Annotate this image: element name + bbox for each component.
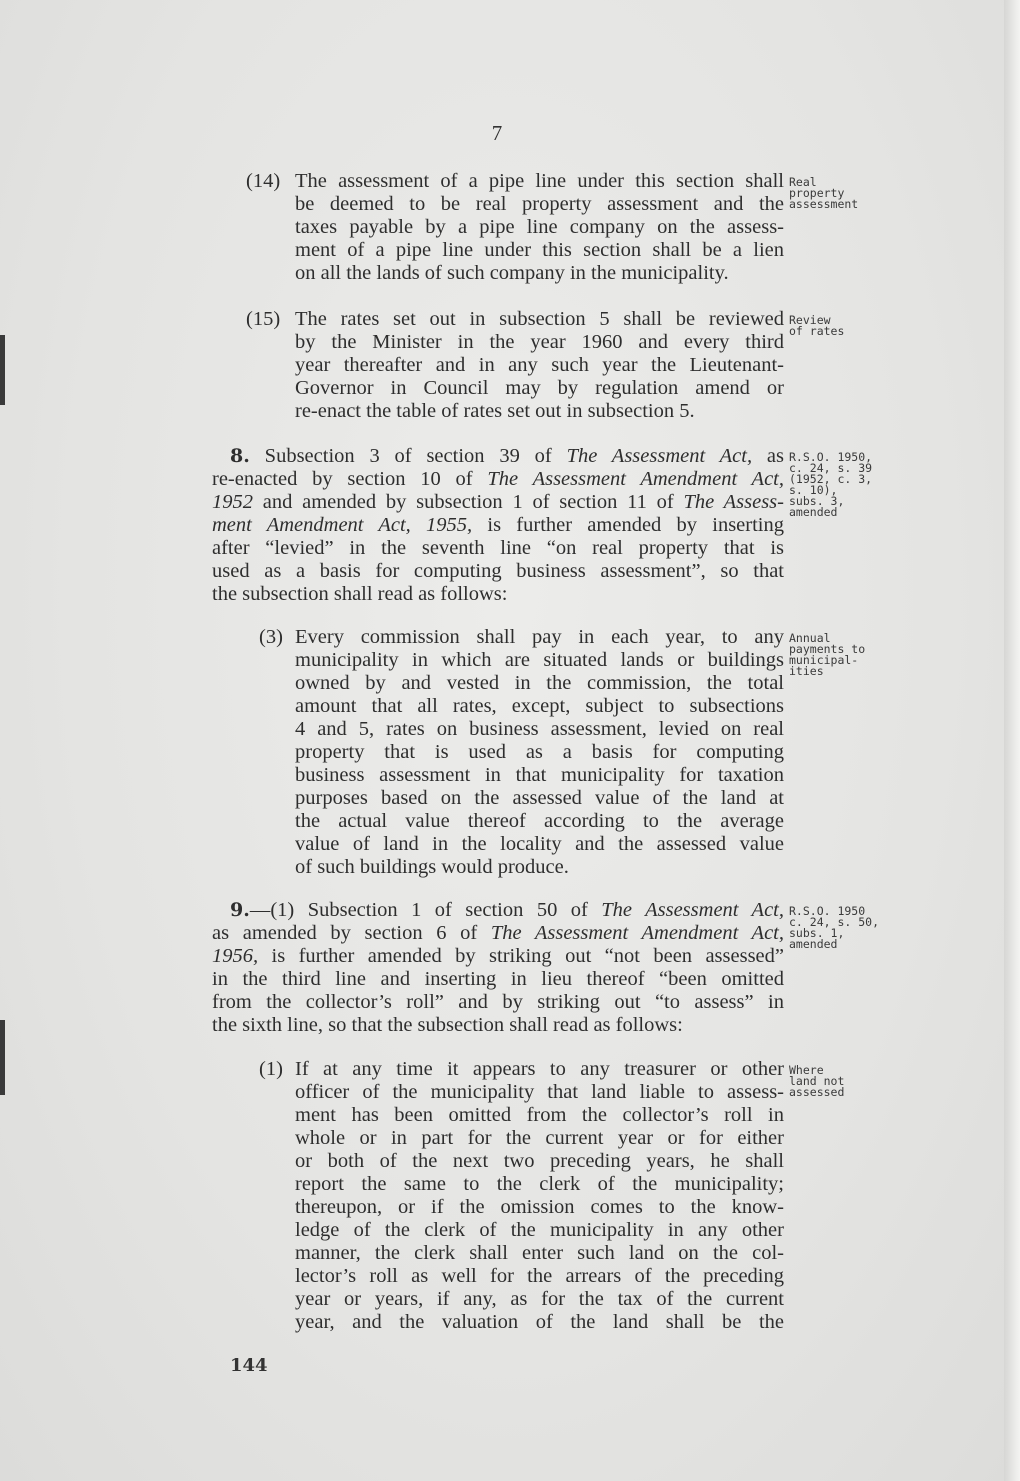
section-number: 9.: [230, 899, 250, 921]
text-line: 1956, is further amended by striking out “not been assessed”: [212, 945, 784, 967]
text-line: municipality in which are situated lands or buildings: [295, 649, 784, 671]
text-line: or both of the next two preceding years, he shall: [295, 1150, 784, 1172]
margin-note-line: c. 24, s. 50,: [789, 915, 880, 929]
text-line: 9.—(1) Subsection 1 of section 50 of The Assessment Act,: [230, 899, 784, 921]
subsection-15: [246, 308, 784, 423]
binding-mark: [0, 335, 5, 405]
margin-note-line: land not: [789, 1074, 845, 1088]
text-line: used as a basis for computing business assessment”, so that: [212, 560, 784, 582]
margin-note-line: s. 10),: [789, 483, 838, 497]
subsection-number: (14): [246, 170, 281, 192]
text-line: on all the lands of such company in the municipality.: [295, 262, 729, 284]
text-line: of such buildings would produce.: [295, 856, 569, 878]
text-line: by the Minister in the year 1960 and every third: [295, 331, 784, 353]
text-line: after “levied” in the seventh line “on real property that is: [212, 537, 784, 559]
text-line: The rates set out in subsection 5 shall be reviewed: [295, 308, 784, 330]
margin-note-review-of-rates: [789, 315, 899, 337]
text-line: in the third line and inserting in lieu thereof “been omitted: [212, 968, 784, 990]
margin-note-line: subs. 3,: [789, 494, 845, 508]
margin-note-line: Real: [789, 175, 817, 189]
text-line: officer of the municipality that land liable to assess-: [295, 1081, 784, 1103]
text-line: year, and the valuation of the land shall be the: [295, 1311, 784, 1333]
section-9: [212, 899, 784, 1037]
text-line: Governor in Council may by regulation amend or: [295, 377, 784, 399]
text-line: purposes based on the assessed value of the land at: [295, 787, 784, 809]
section-8: [212, 445, 784, 606]
text-line: the actual value thereof according to the average: [295, 810, 784, 832]
text-line: Every commission shall pay in each year, to any: [295, 626, 784, 648]
text-line: ment Amendment Act, 1955, is further amended by inserting: [212, 514, 784, 536]
margin-note-line: Review: [789, 313, 831, 327]
page-number-bottom: 144: [230, 1355, 268, 1376]
text-line: taxes payable by a pipe line company on the assess-: [295, 216, 784, 238]
text-line: report the same to the clerk of the municipality;: [295, 1173, 784, 1195]
text-line: re-enact the table of rates set out in subsection 5.: [295, 400, 695, 422]
section-9-subsection-1: [259, 1058, 784, 1334]
margin-note-line: ities: [789, 664, 824, 678]
text-line: owned by and vested in the commission, the total: [295, 672, 784, 694]
margin-note-line: property: [789, 186, 845, 200]
margin-note-annual-payments: [789, 633, 899, 677]
margin-note-rso-s39: [789, 452, 899, 518]
text-line: lector’s roll as well for the arrears of the preceding: [295, 1265, 784, 1287]
margin-note-line: Annual: [789, 631, 831, 645]
margin-note-line: Where: [789, 1063, 824, 1077]
page-edge: [1004, 0, 1020, 1481]
text-line: property that is used as a basis for computing: [295, 741, 784, 763]
text-line: 8. Subsection 3 of section 39 of The Assessment Act, as: [230, 445, 784, 467]
margin-note-where-land-not-assessed: [789, 1065, 899, 1098]
text-line: If at any time it appears to any treasurer or other: [295, 1058, 784, 1080]
margin-note-line: R.S.O. 1950,: [789, 450, 873, 464]
text-line: The assessment of a pipe line under this section shall: [295, 170, 784, 192]
text-line: whole or in part for the current year or for either: [295, 1127, 784, 1149]
margin-note-line: subs. 1,: [789, 926, 845, 940]
text-line: ledge of the clerk of the municipality in any other: [295, 1219, 784, 1241]
text-line: re-enacted by section 10 of The Assessment Amendment Act,: [212, 468, 784, 490]
margin-note-rso-s50: [789, 906, 899, 950]
margin-note-line: municipal-: [789, 653, 859, 667]
text-line: be deemed to be real property assessment and the: [295, 193, 784, 215]
page-number-top: 7: [491, 121, 503, 145]
text-line: manner, the clerk shall enter such land on the col-: [295, 1242, 784, 1264]
text-line: thereupon, or if the omission comes to the know-: [295, 1196, 784, 1218]
text-line: as amended by section 6 of The Assessment Amendment Act,: [212, 922, 784, 944]
text-line: value of land in the locality and the assessed value: [295, 833, 784, 855]
text-line: ment of a pipe line under this section shall be a lien: [295, 239, 784, 261]
section-8-subsection-3: [259, 626, 784, 879]
section-number: 8.: [230, 445, 250, 467]
text-line: the subsection shall read as follows:: [212, 583, 508, 605]
subsection-number: (3): [259, 626, 283, 648]
text-line: the sixth line, so that the subsection shall read as follows:: [212, 1014, 683, 1036]
margin-note-line: payments to: [789, 642, 866, 656]
margin-note-line: R.S.O. 1950: [789, 904, 866, 918]
margin-note-line: amended: [789, 937, 838, 951]
margin-note-line: of rates: [789, 324, 845, 338]
margin-note-line: c. 24, s. 39: [789, 461, 873, 475]
binding-mark: [0, 1020, 5, 1095]
text-line: 1952 and amended by subsection 1 of section 11 of The Assess-: [212, 491, 784, 513]
text-line: from the collector’s roll” and by striking out “to assess” in: [212, 991, 784, 1013]
subsection-number: (1): [259, 1058, 283, 1080]
subsection-number: (15): [246, 308, 281, 330]
subsection-14: [246, 170, 784, 285]
margin-note-line: assessment: [789, 197, 859, 211]
margin-note-real-property: [789, 177, 899, 210]
margin-note-line: amended: [789, 505, 838, 519]
text-line: 4 and 5, rates on business assessment, levied on real: [295, 718, 784, 740]
margin-note-line: assessed: [789, 1085, 845, 1099]
text-line: year thereafter and in any such year the Lieutenant-: [295, 354, 784, 376]
text-line: amount that all rates, except, subject to subsections: [295, 695, 784, 717]
text-line: business assessment in that municipality for taxation: [295, 764, 784, 786]
margin-note-line: (1952, c. 3,: [789, 472, 873, 486]
text-line: ment has been omitted from the collector’s roll in: [295, 1104, 784, 1126]
text-line: year or years, if any, as for the tax of the current: [295, 1288, 784, 1310]
